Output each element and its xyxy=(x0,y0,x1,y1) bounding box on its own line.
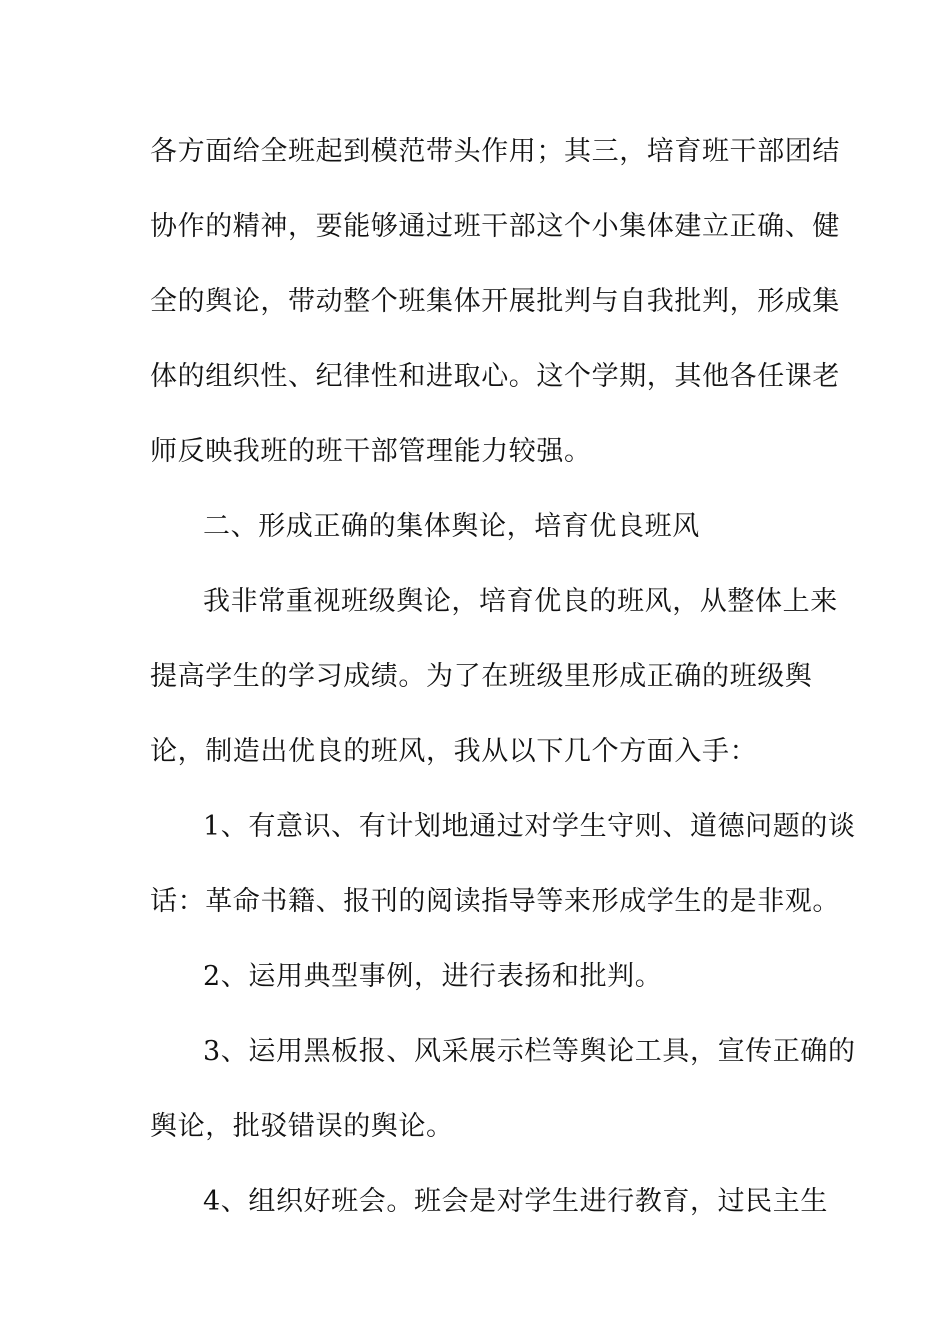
list-item-line: 话：革命书籍、报刊的阅读指导等来形成学生的是非观。 xyxy=(150,886,840,917)
list-item-line: 舆论，批驳错误的舆论。 xyxy=(150,1111,454,1142)
paragraph-line: 师反映我班的班干部管理能力较强。 xyxy=(150,436,592,467)
list-item-line: 3、运用黑板报、风采展示栏等舆论工具，宣传正确的 xyxy=(203,1036,856,1067)
section-heading: 二、形成正确的集体舆论，培育优良班风 xyxy=(203,511,700,542)
paragraph-line: 提高学生的学习成绩。为了在班级里形成正确的班级舆 xyxy=(150,661,813,692)
paragraph-line: 论，制造出优良的班风，我从以下几个方面入手： xyxy=(150,736,758,767)
paragraph-line: 各方面给全班起到模范带头作用；其三，培育班干部团结 xyxy=(150,136,840,167)
paragraph-line: 我非常重视班级舆论，培育优良的班风，从整体上来 xyxy=(203,586,838,617)
paragraph-line: 体的组织性、纪律性和进取心。这个学期，其他各任课老 xyxy=(150,361,840,392)
list-item-line: 4、组织好班会。班会是对学生进行教育，过民主生 xyxy=(203,1186,828,1217)
paragraph-line: 全的舆论，带动整个班集体开展批判与自我批判，形成集 xyxy=(150,286,840,317)
list-item-line: 1、有意识、有计划地通过对学生守则、道德问题的谈 xyxy=(203,811,856,842)
paragraph-line: 协作的精神，要能够通过班干部这个小集体建立正确、健 xyxy=(150,211,840,242)
list-item-line: 2、运用典型事例，进行表扬和批判。 xyxy=(203,961,663,992)
